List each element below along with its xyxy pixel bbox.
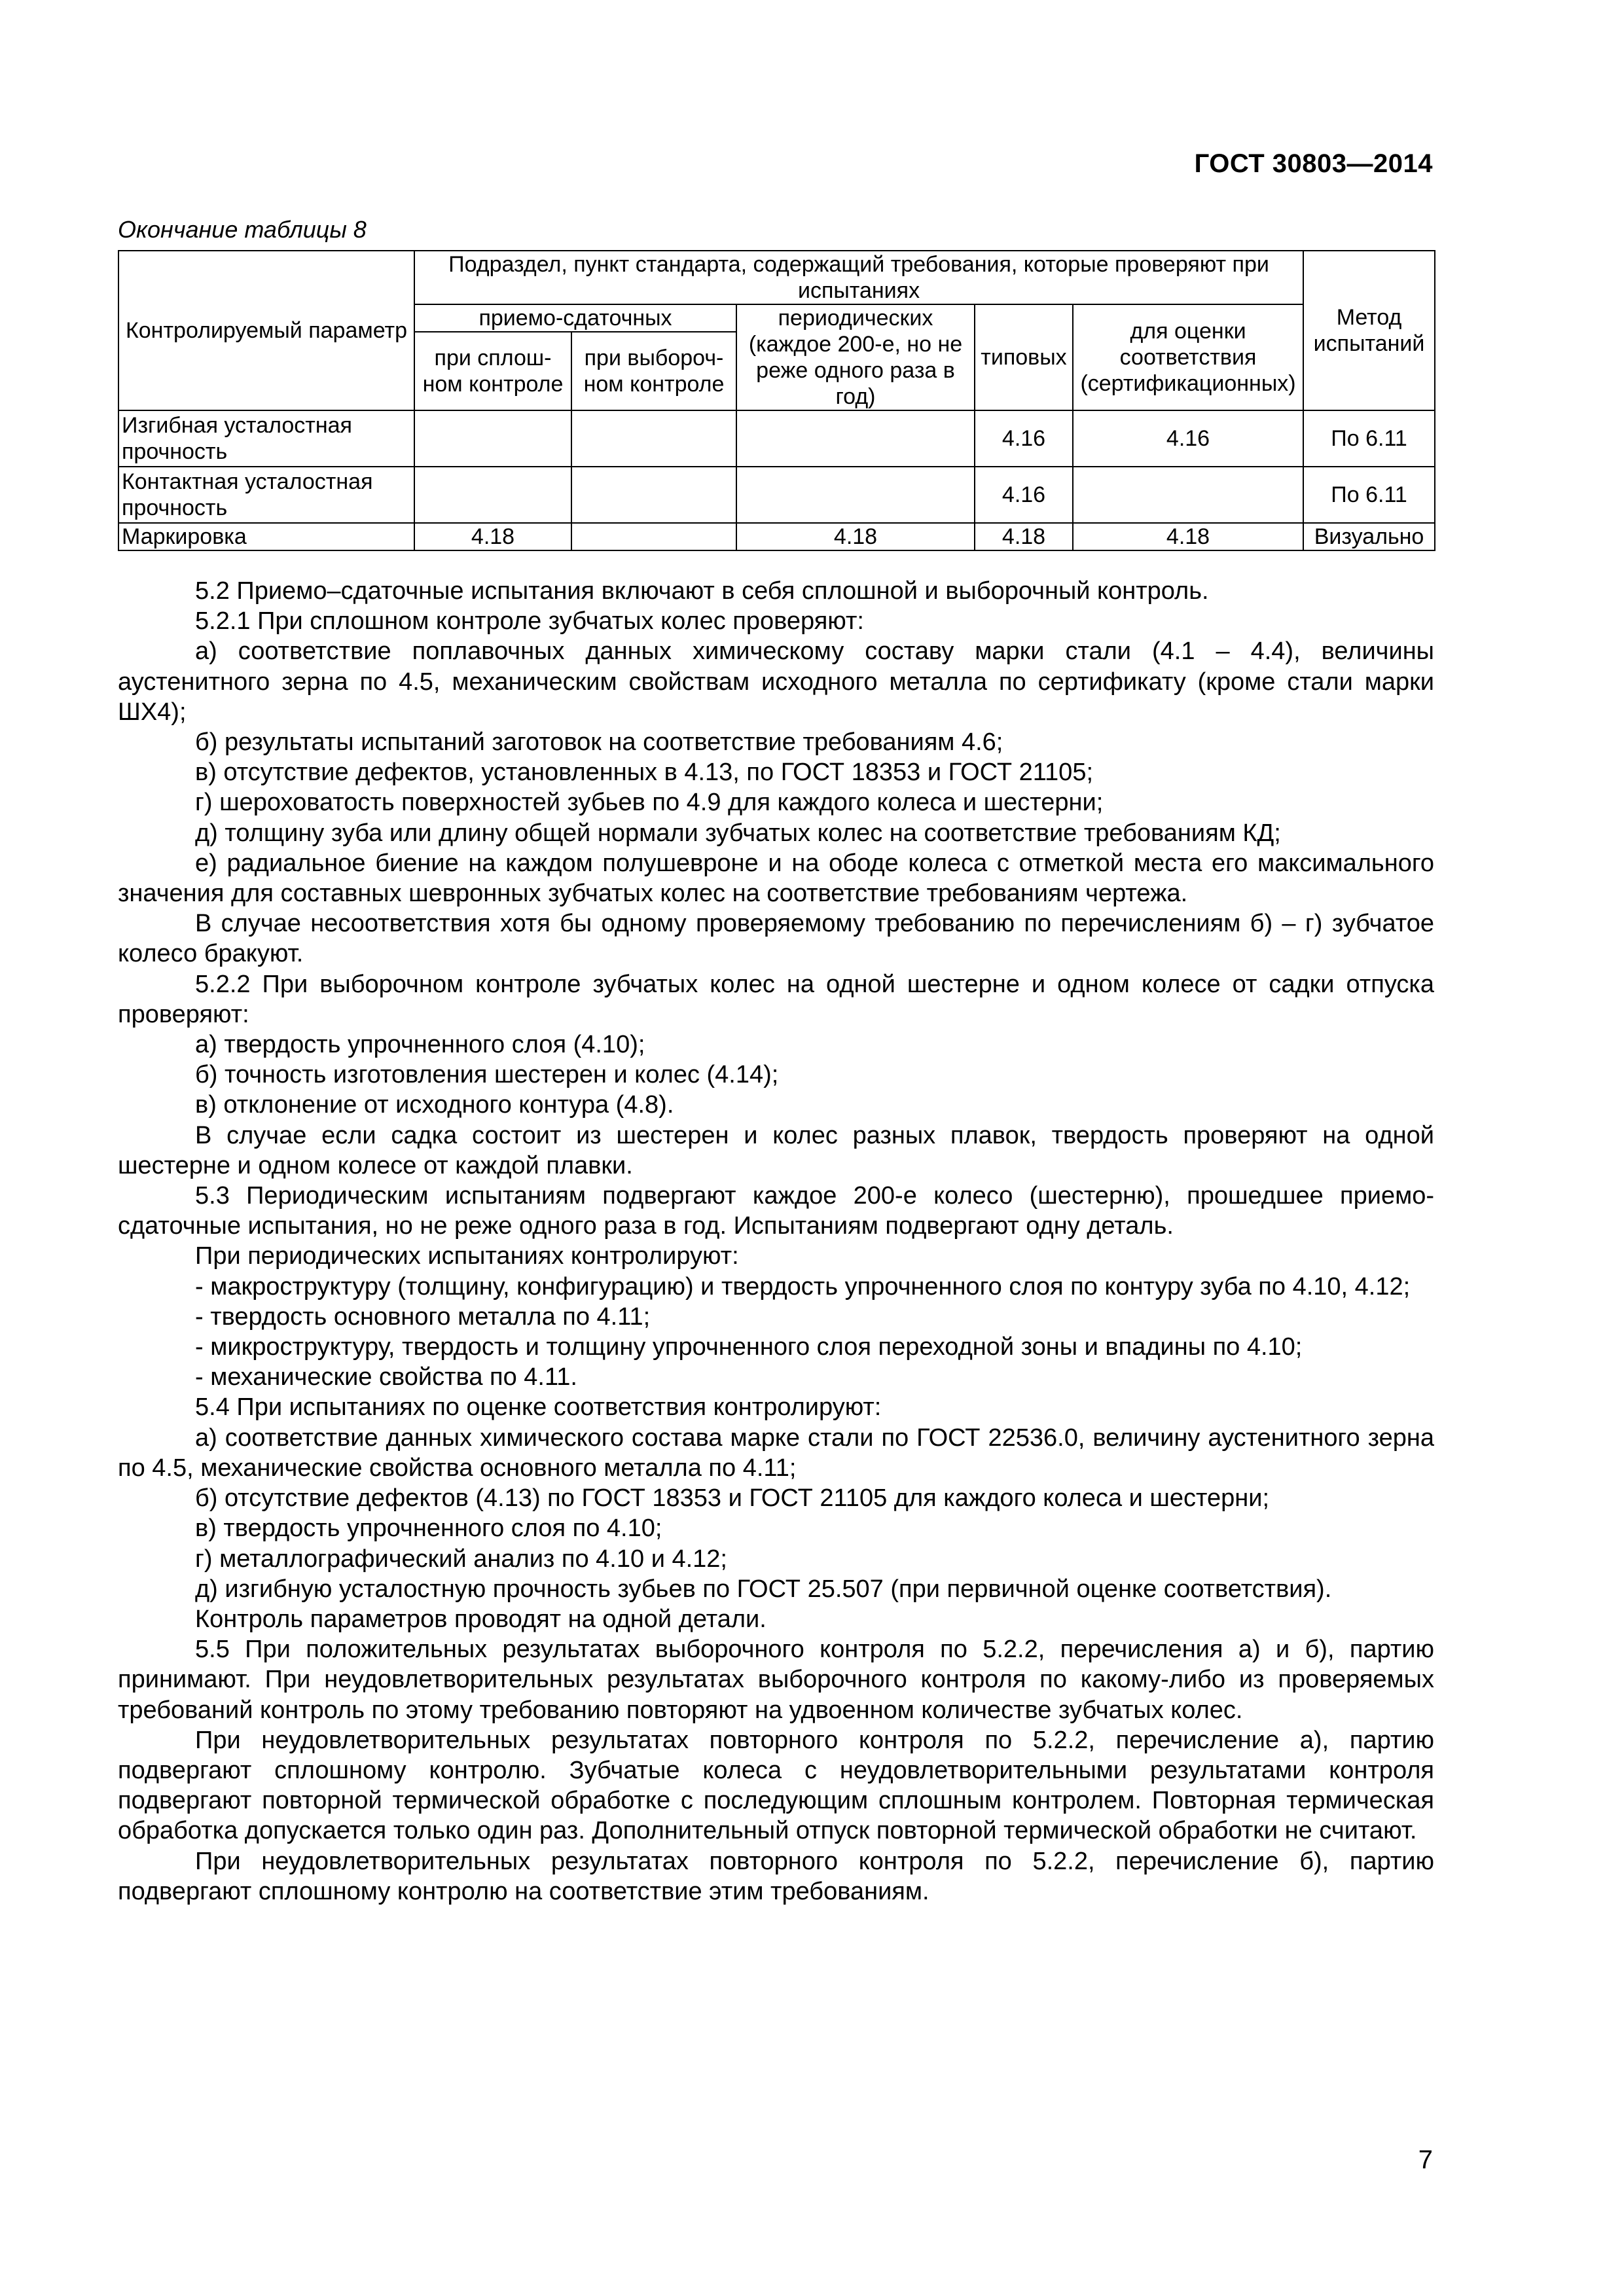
cell-sample	[571, 467, 736, 523]
paragraph: При неудовлетворительных результатах повторного контроля по 5.2.2, перечисление а), партию подвергают сплошному контролю. Зубчатые колеса с неудовлетворительными результатами контроля подвергают повторной термической обработке с последующим сплошным контролем. Повторная термическая обработка допускается только один раз. Дополнительный отпуск повторной термической обработки не считают.	[118, 1726, 1434, 1845]
paragraph: а) соответствие поплавочных данных химическому составу марки стали (4.1 – 4.4), величины аустенитного зерна по 4.5, механическим свойствам исходного металла по сертификату (кроме стали марки ШХ4);	[118, 637, 1434, 726]
paragraph: б) отсутствие дефектов (4.13) по ГОСТ 18353 и ГОСТ 21105 для каждого колеса и шестерни;	[195, 1484, 1270, 1513]
paragraph: д) изгибную усталостную прочность зубьев по ГОСТ 25.507 (при первичной оценке соответствия).	[195, 1575, 1332, 1603]
paragraph: г) металлографический анализ по 4.10 и 4.12;	[195, 1545, 727, 1573]
cell-type: 4.16	[975, 410, 1073, 467]
cell-parameter: Контактная усталостная прочность	[118, 467, 414, 523]
paragraph: а) твердость упрочненного слоя (4.10);	[195, 1031, 645, 1059]
cell-conformity: 4.16	[1073, 410, 1303, 467]
header-periodic: периодических (каждое 200-е, но не реже одного раза в год)	[736, 304, 975, 410]
paragraph: г) шероховатость поверхностей зубьев по 4.9 для каждого колеса и шестерни;	[195, 789, 1104, 817]
table-container	[118, 250, 1434, 551]
cell-method: Визуально	[1303, 523, 1435, 550]
paragraph: 5.2 Приемо–сдаточные испытания включают в себя сплошной и выборочный контроль.	[195, 577, 1209, 605]
cell-conformity	[1073, 467, 1303, 523]
paragraph: - механические свойства по 4.11.	[195, 1363, 577, 1391]
standard-header: ГОСТ 30803—2014	[1194, 149, 1433, 178]
paragraph: в) отклонение от исходного контура (4.8).	[195, 1091, 674, 1119]
header-section-group: Подраздел, пункт стандарта, содержащий требования, которые проверяют при испытаниях	[414, 251, 1303, 304]
paragraph: При периодических испытаниях контролируют:	[195, 1242, 739, 1270]
page-number: 7	[1418, 2145, 1433, 2174]
paragraph: а) соответствие данных химического состава марке стали по ГОСТ 22536.0, величину аустенитного зерна по 4.5, механические свойства основного металла по 4.11;	[118, 1424, 1434, 1482]
paragraph: 5.2.2 При выборочном контроле зубчатых колес на одной шестерне и одном колесе от садки отпуска проверяют:	[118, 970, 1434, 1028]
cell-method: По 6.11	[1303, 410, 1435, 467]
cell-full: 4.18	[414, 523, 571, 550]
cell-method: По 6.11	[1303, 467, 1435, 523]
paragraph: Контроль параметров проводят на одной детали.	[195, 1605, 767, 1633]
table-row	[118, 467, 1435, 523]
paragraph: б) результаты испытаний заготовок на соответствие требованиям 4.6;	[195, 728, 1003, 757]
paragraph: 5.2.1 При сплошном контроле зубчатых колес проверяют:	[195, 607, 864, 636]
cell-sample	[571, 523, 736, 550]
header-method: Метод испытаний	[1303, 251, 1435, 410]
header-parameter: Контролируемый параметр	[118, 251, 414, 410]
table-row	[118, 523, 1435, 550]
cell-periodic	[736, 467, 975, 523]
requirements-table	[118, 250, 1435, 551]
header-full-control: при сплош-ном контроле	[414, 332, 571, 410]
paragraph: 5.3 Периодическим испытаниям подвергают каждое 200-е колесо (шестерню), прошедшее приемо-сдаточные испытания, но не реже одного раза в год. Испытаниям подвергают одну деталь.	[118, 1182, 1434, 1240]
cell-conformity: 4.18	[1073, 523, 1303, 550]
header-acceptance: приемо-сдаточных	[414, 304, 736, 332]
header-conformity: для оценки соответствия (сертификационных)	[1073, 304, 1303, 410]
body-text	[118, 576, 1434, 1907]
header-type-tests: типовых	[975, 304, 1073, 410]
cell-sample	[571, 410, 736, 467]
cell-parameter: Маркировка	[118, 523, 414, 550]
cell-type: 4.18	[975, 523, 1073, 550]
paragraph: в) твердость упрочненного слоя по 4.10;	[195, 1515, 662, 1543]
paragraph: в) отсутствие дефектов, установленных в 4.13, по ГОСТ 18353 и ГОСТ 21105;	[195, 759, 1094, 787]
cell-full	[414, 467, 571, 523]
cell-parameter: Изгибная усталостная прочность	[118, 410, 414, 467]
paragraph: б) точность изготовления шестерен и колес (4.14);	[195, 1061, 779, 1089]
paragraph: - микроструктуру, твердость и толщину упрочненного слоя переходной зоны и впадины по 4.10;	[195, 1333, 1303, 1361]
paragraph: 5.4 При испытаниях по оценке соответствия контролируют:	[195, 1393, 882, 1422]
paragraph: 5.5 При положительных результатах выборочного контроля по 5.2.2, перечисления а) и б), партию принимают. При неудовлетворительных результатах выборочного контроля по какому-либо из проверяемых требований контроль по этому требованию повторяют на удвоенном количестве зубчатых колес.	[118, 1636, 1434, 1724]
paragraph: е) радиальное биение на каждом полушевроне и на ободе колеса с отметкой места его максимального значения для составных шевронных зубчатых колес на соответствие требованиям чертежа.	[118, 849, 1434, 908]
cell-full	[414, 410, 571, 467]
cell-periodic: 4.18	[736, 523, 975, 550]
paragraph: д) толщину зуба или длину общей нормали зубчатых колес на соответствие требованиям КД;	[195, 819, 1281, 847]
header-sample-control: при выбороч-ном контроле	[571, 332, 736, 410]
paragraph: - твердость основного металла по 4.11;	[195, 1302, 651, 1331]
paragraph: При неудовлетворительных результатах повторного контроля по 5.2.2, перечисление б), партию подвергают сплошному контролю на соответствие этим требованиям.	[118, 1847, 1434, 1905]
cell-periodic	[736, 410, 975, 467]
cell-type: 4.16	[975, 467, 1073, 523]
table-row	[118, 410, 1435, 467]
table-caption: Окончание таблицы 8	[118, 216, 367, 243]
paragraph: - макроструктуру (толщину, конфигурацию) и твердость упрочненного слоя по контуру зуба по 4.10, 4.12;	[195, 1272, 1411, 1300]
paragraph: В случае несоответствия хотя бы одному проверяемому требованию по перечислениям б) – г) зубчатое колесо бракуют.	[118, 910, 1434, 968]
paragraph: В случае если садка состоит из шестерен и колес разных плавок, твердость проверяют на одной шестерне и одном колесе от каждой плавки.	[118, 1121, 1434, 1179]
